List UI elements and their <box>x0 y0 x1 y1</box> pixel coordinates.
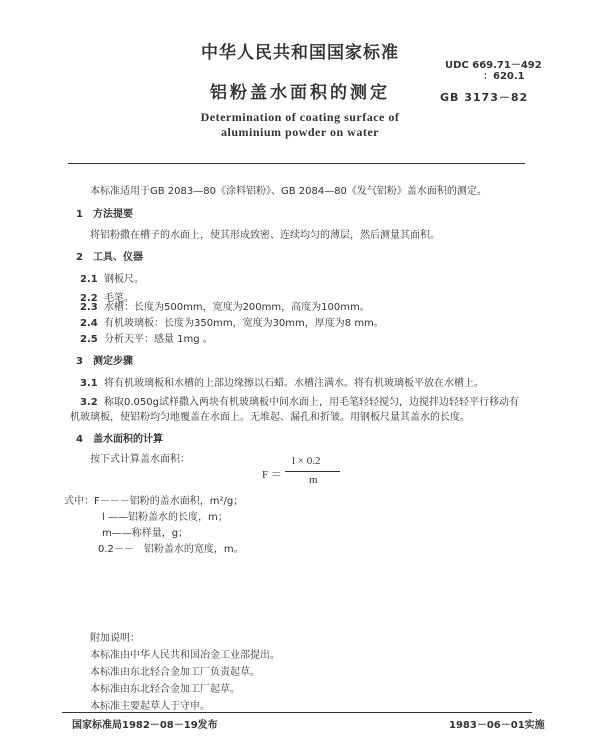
header-rule <box>68 163 525 164</box>
formula-lead: 按下式计算盖水面积： <box>90 454 190 465</box>
list-item: 2.4 有机玻璃板：长度为350mm，宽度为30mm，厚度为8 mm。 <box>80 318 384 329</box>
udc-code: UDC 669.71－492 <box>445 60 542 71</box>
where-line: 式中：F－－－铝粉的盖水面积，m²/g； <box>64 496 244 507</box>
where-line: 0.2－－ 铝粉盖水的宽度，m。 <box>98 544 244 555</box>
issue-date: 国家标准局1982－08－19发布 <box>72 720 218 731</box>
note-line: 本标准由东北轻合金加工厂起草。 <box>90 684 240 695</box>
list-item: 3.1 将有机玻璃板和水槽的上部边缘擦以石蜡。水槽注满水。将有机玻璃板平放在水槽上。 <box>80 378 484 389</box>
where-line: m——称样量，g； <box>102 528 189 539</box>
list-item: 3.2 称取0.050g试样撒入两块有机玻璃板中间水面上，用毛笔轻轻搅匀，边搅拌边轻轻平行移动有 <box>80 397 519 408</box>
section-2-heading: 2 工具、仪器 <box>76 252 143 263</box>
title-en-line2: aluminium powder on water <box>221 125 379 139</box>
section-4-heading: 4 盖水面积的计算 <box>76 434 163 445</box>
section-1-text: 将铝粉撒在槽子的水面上，使其形成致密、连续均匀的薄层，然后测量其面积。 <box>90 230 440 241</box>
list-item-continued: 机玻璃板，使铝粉均匀地覆盖在水面上。无堆起、漏孔和折皱。用钢板尺量其盖水的长度。 <box>70 412 470 423</box>
notes-heading: 附加说明： <box>90 633 140 644</box>
list-item: 2.5 分析天平：感量 1mg 。 <box>80 334 213 345</box>
where-line: l ——铝粉盖水的长度，m； <box>102 512 228 523</box>
standard-title: 中华人民共和国国家标准 <box>201 43 399 63</box>
gb-number: GB 3173－82 <box>440 91 529 104</box>
note-line: 本标准由东北轻合金加工厂负责起草。 <box>90 667 260 678</box>
list-item: 2.3 水槽：长度为500mm，宽度为200mm，高度为100mm。 <box>80 302 370 313</box>
implementation-date: 1983－06－01实施 <box>449 720 545 731</box>
udc-code-2: ：620.1 <box>483 71 525 82</box>
list-item: 2.1 钢板尺。 <box>80 274 144 285</box>
note-line: 本标准由中华人民共和国冶金工业部提出。 <box>90 650 280 661</box>
title-en-line1: Determination of coating surface of <box>200 110 400 124</box>
section-1-heading: 1 方法提要 <box>76 209 133 220</box>
section-3-heading: 3 测定步骤 <box>76 356 133 367</box>
formula-lhs: F ＝ <box>262 469 282 481</box>
fraction-bar <box>285 471 340 472</box>
intro-text: 本标准适用于GB 2083—80《涂料铝粉》、GB 2084—80《发气铝粉》盖水面积的测定。 <box>90 186 487 197</box>
title-zh: 铝粉盖水面积的测定 <box>210 83 390 103</box>
formula-numerator: l × 0.2 <box>292 455 321 467</box>
footer-rule <box>62 712 532 713</box>
list-item: 2.2 毛笔。 <box>80 293 134 304</box>
note-line: 本标准主要起草人于守申。 <box>90 701 210 712</box>
formula-denominator: m <box>309 474 318 486</box>
